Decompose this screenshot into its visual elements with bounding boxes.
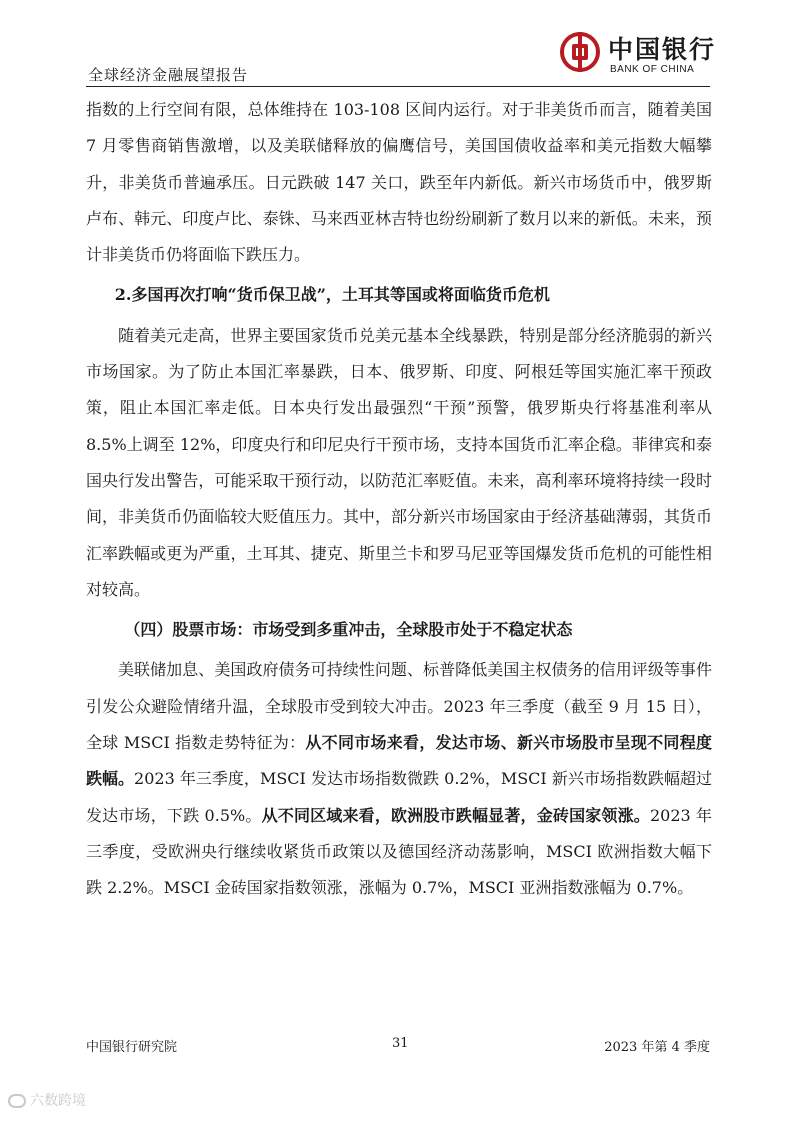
bank-emblem-icon — [560, 32, 600, 72]
paragraph-currency-defense: 随着美元走高，世界主要国家货币兑美元基本全线暴跌，特别是部分经济脆弱的新兴市场国家。为了防止本国汇率暴跌，日本、俄罗斯、印度、阿根廷等国实施汇率干预政策，阻止本国汇率走低。日本央行发出最强烈“干预”预警，俄罗斯央行将基准利率从 8.5%上调至 12%，印度央行和印尼央行干预市场，支持本国货币汇率企稳。菲律宾和泰国央行发出警告，可能采取干预行动，以防范汇率贬值。未来，高利率环境将持续一段时间，非美货币仍面临较大贬值压力。其中，部分新兴市场国家由于经济基础薄弱，其货币汇率跌幅或更为严重，土耳其、捷克、斯里兰卡和罗马尼亚等国爆发货币危机的可能性相对较高。 — [86, 325, 712, 599]
paragraph-text: 2023 年三季度，MSCI 发达市场指数微跌 0.2%，MSCI 新兴市场指数跌幅超过发达市场，下跌 0.5%。 — [86, 769, 712, 825]
report-title: 全球经济金融展望报告 — [88, 66, 249, 84]
page-body — [86, 92, 712, 907]
section-heading-2: 2.多国再次打响“货币保卫战”，土耳其等国或将面临货币危机 — [114, 285, 550, 305]
section-heading-stock-market: （四）股票市场：市场受到多重冲击，全球股市处于不稳定状态 — [124, 620, 573, 640]
logo-chinese-name: 中国银行 — [608, 35, 717, 64]
watermark — [8, 1090, 86, 1110]
footer-period: 2023 年第 4 季度 — [604, 1040, 710, 1055]
footer-institute: 中国银行研究院 — [86, 1040, 178, 1055]
watermark-logo-icon — [8, 1094, 26, 1108]
bold-finding-markets: 从不同市场来看，发达市场、新兴市场股市呈现不同程度跌幅。 — [86, 733, 712, 789]
bank-logo — [560, 30, 720, 82]
paragraph-continued: 指数的上行空间有限，总体维持在 103-108 区间内运行。对于非美货币而言，随着美国 7 月零售商销售激增，以及美联储释放的偏鹰信号，美国国债收益率和美元指数大幅攀升，非美货币普遍承压。日元跌破 147 关口，跌至年内新低。新兴市场货币中，俄罗斯卢布、韩元、印度卢比、泰铢、马来西亚林吉特也纷纷刷新了数月以来的新低。未来，预计非美货币仍将面临下跌压力。 — [86, 100, 712, 265]
watermark-text: 六数跨境 — [30, 1093, 86, 1109]
paragraph-text: 美联储加息、美国政府债务可持续性问题、标普降低美国主权债务的信用评级等事件引发公众避险情绪升温，全球股市受到较大冲击。2023 年三季度（截至 9 月 15 日），全球 MSCI 指数走势特征为： — [86, 660, 712, 753]
paragraph-stock-market — [86, 652, 712, 906]
bold-finding-regions: 从不同区域来看，欧洲股市跌幅显著，金砖国家领涨。 — [261, 805, 650, 825]
header-divider — [86, 86, 710, 87]
paragraph-text: 2023 年三季度，受欧洲央行继续收紧货币政策以及德国经济动荡影响，MSCI 欧洲指数大幅下跌 2.2%。MSCI 金砖国家指数领涨，涨幅为 0.7%，MSCI 亚洲指数涨幅为 0.7%。 — [86, 805, 712, 898]
logo-english-name: BANK OF CHINA — [610, 64, 695, 75]
page-number: 31 — [392, 1036, 409, 1051]
page-footer — [86, 1036, 710, 1056]
